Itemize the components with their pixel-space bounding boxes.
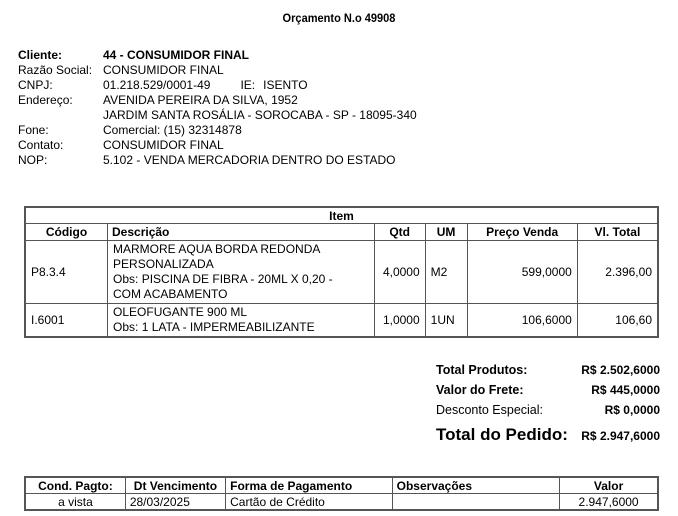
razao-social-value: CONSUMIDOR FINAL: [103, 63, 224, 77]
payment-obs: [392, 494, 560, 511]
items-caption-row: [25, 207, 658, 224]
items-header-row: [25, 224, 658, 241]
header-qtd: Qtd: [374, 224, 425, 241]
header-observacoes: Observações: [392, 477, 560, 494]
payment-valor: 2.947,6000: [560, 494, 658, 511]
item-descricao-text: OLEOFUGANTE 900 ML: [113, 305, 248, 319]
header-codigo: Código: [25, 224, 108, 241]
nop-row: [18, 153, 538, 168]
client-info: [18, 48, 538, 168]
header-valor: Valor: [560, 477, 658, 494]
item-um: 1UN: [425, 304, 467, 338]
item-descricao-text: MARMORE AQUA BORDA REDONDA PERSONALIZADA: [113, 242, 320, 271]
endereco-label: Endereço:: [18, 93, 73, 107]
items-table: [24, 206, 659, 338]
client-row: [18, 48, 538, 63]
valor-frete-value: R$ 445,0000: [591, 383, 660, 397]
cliente-value: 44 - CONSUMIDOR FINAL: [103, 48, 250, 62]
item-preco: 106,6000: [467, 304, 577, 338]
total-pedido-value: R$ 2.947,6000: [581, 429, 660, 443]
contato-row: [18, 138, 538, 153]
cnpj-value: 01.218.529/0001-49: [103, 78, 211, 92]
cnpj-row: [18, 78, 538, 93]
item-obs: Obs: 1 LATA - IMPERMEABILIZANTE: [113, 320, 315, 334]
item-descricao: [108, 241, 375, 304]
nop-label: NOP:: [18, 153, 48, 167]
total-produtos-row: [436, 363, 660, 383]
ie-group: [240, 78, 307, 93]
page-title: Orçamento N.o 49908: [282, 11, 396, 25]
item-qtd: 1,0000: [374, 304, 425, 338]
total-produtos-value: R$ 2.502,6000: [581, 363, 660, 377]
endereco-line2: JARDIM SANTA ROSÁLIA - SOROCABA - SP - 18095-340: [103, 108, 417, 122]
item-um: M2: [425, 241, 467, 304]
desconto-row: [436, 403, 660, 423]
total-produtos-label: Total Produtos:: [436, 363, 528, 377]
razao-social-label: Razão Social:: [18, 63, 93, 77]
item-codigo: P8.3.4: [25, 241, 108, 304]
item-total: 2.396,00: [577, 241, 658, 304]
nop-value: 5.102 - VENDA MERCADORIA DENTRO DO ESTADO: [103, 153, 396, 167]
fone-row: [18, 123, 538, 138]
header-um: UM: [425, 224, 467, 241]
item-qtd: 4,0000: [374, 241, 425, 304]
item-descricao: [108, 304, 375, 338]
fone-label: Fone:: [18, 123, 49, 137]
ie-value: ISENTO: [263, 78, 308, 92]
header-descricao: Descrição: [108, 224, 375, 241]
valor-frete-label: Valor do Frete:: [436, 383, 524, 397]
payment-forma: Cartão de Crédito: [226, 494, 393, 511]
ie-label: IE:: [240, 78, 256, 92]
razao-social-row: [18, 63, 538, 78]
endereco-row-2: [18, 108, 538, 123]
endereco-spacer: [18, 108, 103, 123]
totals-block: [436, 363, 660, 449]
header-total: Vl. Total: [577, 224, 658, 241]
payment-vencimento: 28/03/2025: [125, 494, 225, 511]
endereco-row: [18, 93, 538, 108]
table-row: [25, 304, 658, 338]
payment-cond: a vista: [25, 494, 125, 511]
header-dt-vencimento: Dt Vencimento: [125, 477, 225, 494]
cnpj-label: CNPJ:: [18, 78, 53, 92]
header-cond-pagto: Cond. Pagto:: [25, 477, 125, 494]
item-obs: Obs: PISCINA DE FIBRA - 20ML X 0,20 - COM ACABAMENTO: [113, 272, 333, 301]
valor-frete-row: [436, 383, 660, 403]
table-row: [25, 241, 658, 304]
header-forma-pagamento: Forma de Pagamento: [226, 477, 393, 494]
desconto-label: Desconto Especial:: [436, 403, 544, 417]
table-row: [25, 494, 658, 511]
total-pedido-label: Total do Pedido:: [436, 425, 568, 444]
contato-label: Contato:: [18, 138, 64, 152]
desconto-value: R$ 0,0000: [604, 403, 660, 417]
item-total: 106,60: [577, 304, 658, 338]
header-preco: Preço Venda: [467, 224, 577, 241]
payment-header-row: [25, 477, 658, 494]
item-preco: 599,0000: [467, 241, 577, 304]
fone-value: Comercial: (15) 32314878: [103, 123, 242, 137]
payment-table: [24, 476, 659, 511]
items-caption: Item: [25, 207, 658, 224]
contato-value: CONSUMIDOR FINAL: [103, 138, 224, 152]
endereco-line1: AVENIDA PEREIRA DA SILVA, 1952: [103, 93, 298, 107]
cliente-label: Cliente:: [18, 48, 63, 62]
item-codigo: I.6001: [25, 304, 108, 338]
total-pedido-row: [436, 425, 660, 449]
